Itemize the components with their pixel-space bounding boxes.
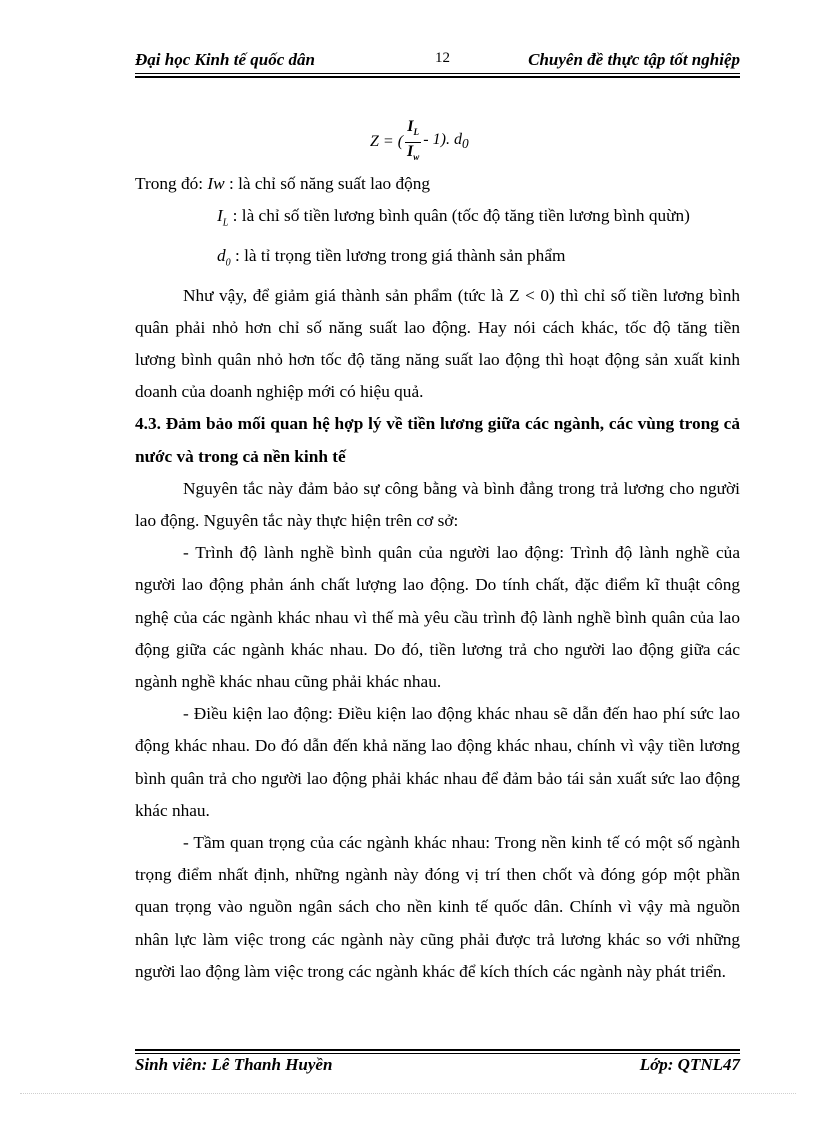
footer-rule	[135, 1053, 740, 1054]
formula-denominator: $I_w$	[407, 142, 420, 162]
bullet-working-conditions: - Điều kiện lao động: Điều kiện lao động khác nhau sẽ dẫn đến hao phí sức lao động khác nhau. Do đó dẫn đến khả năng lao động khác nhau, chính vì vậy tiền lương bình quân trả cho người lao động phải khác nhau để đảm bảo tái sản xuất sức lao động khác nhau.	[135, 704, 740, 820]
paragraph-principle: Nguyên tắc này đảm bảo sự công bằng và bình đẳng trong trả lương cho người lao động. Nguyên tắc này thực hiện trên cơ sở:	[135, 478, 740, 530]
section-heading-4-3: 4.3. Đảm bảo mối quan hệ hợp lý về tiền lương giữa các ngành, các vùng trong cả nước và trong cả nền kinh tế	[135, 414, 740, 466]
header-report-title: Chuyên đề thực tập tốt nghiệp	[528, 50, 740, 69]
paragraph-conclusion: Như vậy, để giảm giá thành sản phẩm (tức là Z < 0) thì chỉ số tiền lương bình quân phải nhỏ hơn chỉ số năng suất lao động. Hay nói cách khác, tốc độ tăng tiền lương bình quân nhỏ hơn tốc độ tăng năng suất lao động thì hoạt động sản xuất kinh doanh của doanh nghiệp mới có hiệu quả.	[135, 285, 740, 402]
page-edge-dotted-line	[20, 1093, 796, 1094]
page-footer	[135, 1055, 740, 1079]
definition-iw: Trong đó: Iw : là chỉ số năng suất lao động	[135, 174, 431, 193]
header-rule-thick	[135, 76, 740, 78]
header-rule	[135, 73, 740, 74]
footer-rule-thick	[135, 1049, 740, 1051]
footer-student: Sinh viên: Lê Thanh Huyền	[135, 1055, 333, 1074]
page-header	[135, 48, 740, 72]
page-number: 12	[435, 50, 450, 66]
formula-lhs: Z = (	[370, 133, 404, 150]
formula-fraction	[405, 118, 421, 165]
bullet-skill-level: - Trình độ lành nghề bình quân của người lao động: Trình độ lành nghề của người lao động phản ánh chất lượng lao động. Do tính chất, đặc điểm kĩ thuật công nghệ của các ngành khác nhau vì thế mà yêu cầu trình độ lành nghề bình quân của lao động giữa các ngành khác nhau. Do đó, tiền lương trả cho người lao động giữa các ngành nghề khác nhau cũng phải khác nhau.	[135, 543, 740, 691]
document-body	[135, 168, 740, 988]
definition-il: $I_L$ : là chỉ số tiền lương bình quân (tốc độ tăng tiền lương bình quừn)	[217, 206, 690, 229]
bullet-sector-importance: - Tầm quan trọng của các ngành khác nhau: Trong nền kinh tế có một số ngành trọng điểm nhất định, những ngành này đóng vị trí then chốt và đóng góp một phần quan trọng vào nguồn ngân sách cho nền kinh tế quốc dân. Chính vì vậy mà nguồn nhân lực làm việc trong các ngành này cũng phải được trả lương khác so với những người lao động làm việc trong các ngành khác để kích thích các ngành này phát triển.	[135, 832, 740, 981]
wage-formula	[370, 118, 469, 166]
formula-numerator: $I_L$	[405, 118, 421, 142]
definition-d0: $d_0$ : là tỉ trọng tiền lương trong giá thành sản phẩm	[217, 245, 566, 269]
formula-tail: - 1). $d_0$	[423, 131, 469, 152]
footer-class: Lớp: QTNL47	[639, 1055, 740, 1074]
header-university: Đại học Kinh tế quốc dân	[135, 50, 315, 69]
